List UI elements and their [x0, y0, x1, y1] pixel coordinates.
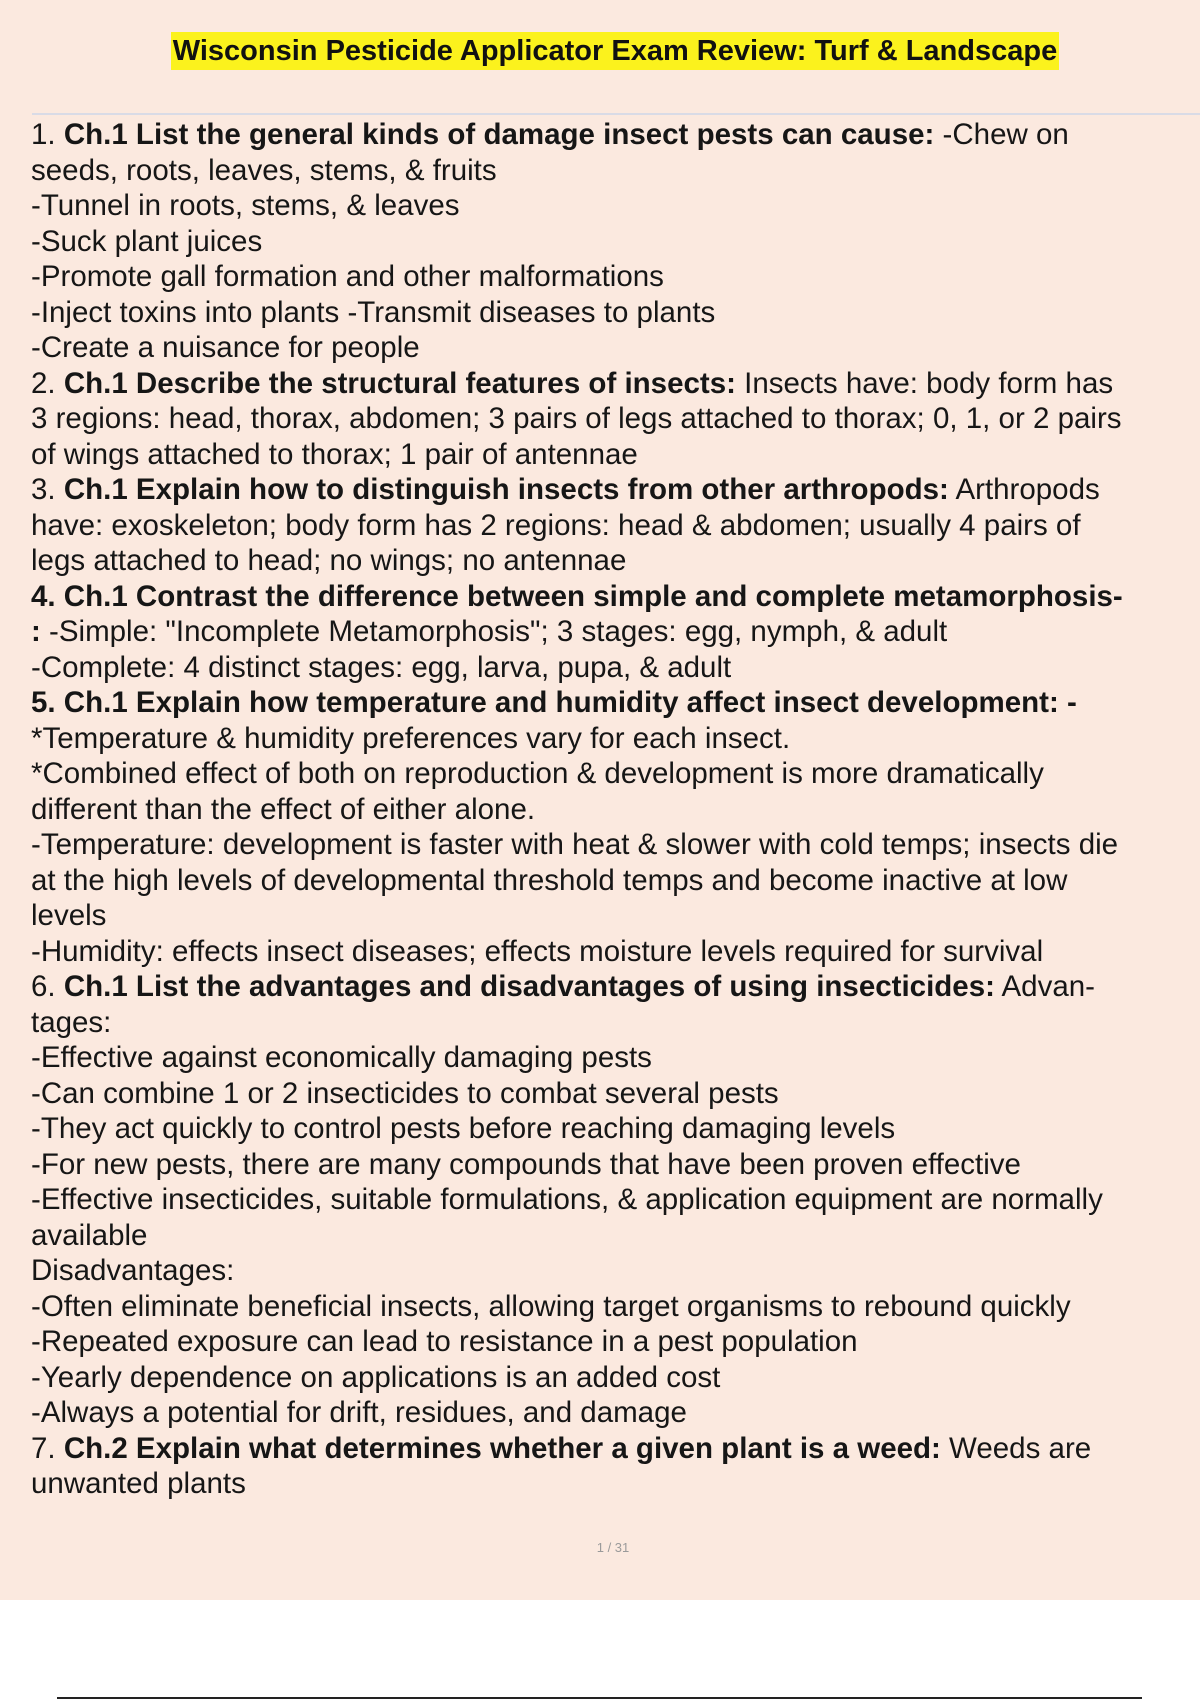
- text-line: [31, 685, 1200, 721]
- question-text: Ch.1 List the general kinds of damage insect pests can cause:: [63, 118, 935, 151]
- text-line: [31, 188, 1200, 224]
- question-number: 2.: [31, 366, 64, 400]
- text-line: [31, 827, 1200, 863]
- answer-text: tages:: [31, 1005, 112, 1039]
- document-body: [31, 117, 1200, 1502]
- text-line: [31, 1395, 1200, 1431]
- text-line: [31, 756, 1200, 792]
- answer-text: -Yearly dependence on applications is an added cost: [31, 1360, 721, 1394]
- text-line: [31, 1289, 1200, 1325]
- text-line: [31, 1253, 1200, 1289]
- answer-text: at the high levels of developmental threshold temps and become inactive at low: [31, 863, 1068, 897]
- text-line: [31, 330, 1200, 366]
- question-text: Ch.1 List the advantages and disadvantages of using insecticides:: [63, 970, 995, 1003]
- answer-text: -Simple: "Incomplete Metamorphosis"; 3 stages: egg, nymph, & adult: [40, 615, 948, 648]
- text-line: [31, 579, 1200, 615]
- answer-text: Advan-: [994, 970, 1095, 1003]
- title-container: [0, 32, 1200, 70]
- answer-text: 3 regions: head, thorax, abdomen; 3 pairs of legs attached to thorax; 0, 1, or 2 pairs: [31, 402, 1122, 435]
- header-divider: [32, 113, 1200, 115]
- bottom-divider: [57, 1697, 1142, 1699]
- text-line: [31, 934, 1200, 970]
- answer-text: Insects have: body form has: [735, 366, 1114, 400]
- answer-text: -Effective against economically damaging pests: [31, 1041, 652, 1074]
- text-line: [31, 721, 1200, 757]
- text-line: [31, 366, 1200, 402]
- answer-text: -Tunnel in roots, stems, & leaves: [31, 189, 460, 222]
- text-line: [31, 614, 1200, 650]
- question-text: Ch.2 Explain what determines whether a given plant is a weed:: [63, 1431, 941, 1465]
- text-line: [31, 401, 1200, 437]
- answer-text: -Humidity: effects insect diseases; effects moisture levels required for survival: [31, 934, 1044, 968]
- text-line: [31, 1431, 1200, 1467]
- text-line: [31, 1076, 1200, 1112]
- text-line: [31, 224, 1200, 260]
- question-text: 4. Ch.1 Contrast the difference between simple and complete metamorphosis-: [31, 579, 1123, 613]
- question-number: 6.: [31, 970, 64, 1003]
- answer-text: -Always a potential for drift, residues, and damage: [31, 1396, 687, 1429]
- answer-text: -Temperature: development is faster with heat & slower with cold temps; insects die: [31, 828, 1119, 861]
- answer-text: -Can combine 1 or 2 insecticides to combat several pests: [31, 1076, 779, 1110]
- text-line: [31, 650, 1200, 686]
- text-line: [31, 117, 1200, 153]
- question-text: Ch.1 Explain how to distinguish insects from other arthropods:: [63, 473, 949, 506]
- text-line: [31, 1005, 1200, 1041]
- question-number: 3.: [31, 473, 64, 506]
- answer-text: -Repeated exposure can lead to resistance in a pest population: [31, 1325, 858, 1358]
- answer-text: -Chew on: [934, 118, 1069, 151]
- answer-text: legs attached to head; no wings; no antennae: [31, 544, 627, 577]
- answer-text: Weeds are: [940, 1431, 1092, 1465]
- answer-text: *Temperature & humidity preferences vary for each insect.: [31, 721, 791, 755]
- answer-text: different than the effect of either alone.: [31, 792, 536, 826]
- answer-text: unwanted plants: [31, 1467, 246, 1500]
- answer-text: -Create a nuisance for people: [31, 331, 420, 364]
- answer-text: Disadvantages:: [31, 1254, 235, 1287]
- answer-text: -Effective insecticides, suitable formulations, & application equipment are normally: [31, 1183, 1103, 1216]
- answer-text: -Complete: 4 distinct stages: egg, larva, pupa, & adult: [31, 650, 732, 684]
- text-line: [31, 295, 1200, 331]
- answer-text: available: [31, 1218, 148, 1252]
- text-line: [31, 1324, 1200, 1360]
- text-line: [31, 259, 1200, 295]
- text-line: [31, 1360, 1200, 1396]
- text-line: [31, 1466, 1200, 1502]
- text-line: [31, 472, 1200, 508]
- text-line: [31, 543, 1200, 579]
- question-text: 5. Ch.1 Explain how temperature and humidity affect insect development: -: [31, 686, 1077, 719]
- text-line: [31, 1111, 1200, 1147]
- answer-text: -Often eliminate beneficial insects, allowing target organisms to rebound quickly: [31, 1289, 1071, 1323]
- question-number: 1.: [31, 118, 64, 151]
- answer-text: -For new pests, there are many compounds that have been proven effective: [31, 1147, 1021, 1181]
- answer-text: -Suck plant juices: [31, 224, 263, 258]
- answer-text: have: exoskeleton; body form has 2 regions: head & abdomen; usually 4 pairs of: [31, 508, 1081, 542]
- text-line: [31, 437, 1200, 473]
- text-line: [31, 508, 1200, 544]
- answer-text: levels: [31, 899, 107, 932]
- answer-text: -They act quickly to control pests before reaching damaging levels: [31, 1112, 896, 1145]
- page-indicator: 1 / 31: [596, 1540, 630, 1555]
- answer-text: *Combined effect of both on reproduction & development is more dramatically: [31, 757, 1044, 790]
- document-title: Wisconsin Pesticide Applicator Exam Review: Turf & Landscape: [171, 32, 1059, 70]
- text-line: [31, 969, 1200, 1005]
- answer-text: -Promote gall formation and other malformations: [31, 260, 664, 293]
- answer-text: seeds, roots, leaves, stems, & fruits: [31, 153, 497, 187]
- text-line: [31, 1182, 1200, 1218]
- text-line: [31, 153, 1200, 189]
- question-text: :: [31, 615, 41, 648]
- question-number: 7.: [31, 1431, 64, 1465]
- text-line: [31, 1040, 1200, 1076]
- answer-text: -Inject toxins into plants -Transmit diseases to plants: [31, 295, 716, 329]
- answer-text: Arthropods: [948, 473, 1100, 506]
- text-line: [31, 1147, 1200, 1183]
- text-line: [31, 792, 1200, 828]
- text-line: [31, 863, 1200, 899]
- answer-text: of wings attached to thorax; 1 pair of antennae: [31, 437, 638, 471]
- text-line: [31, 1218, 1200, 1254]
- text-line: [31, 898, 1200, 934]
- question-text: Ch.1 Describe the structural features of insects:: [63, 366, 736, 400]
